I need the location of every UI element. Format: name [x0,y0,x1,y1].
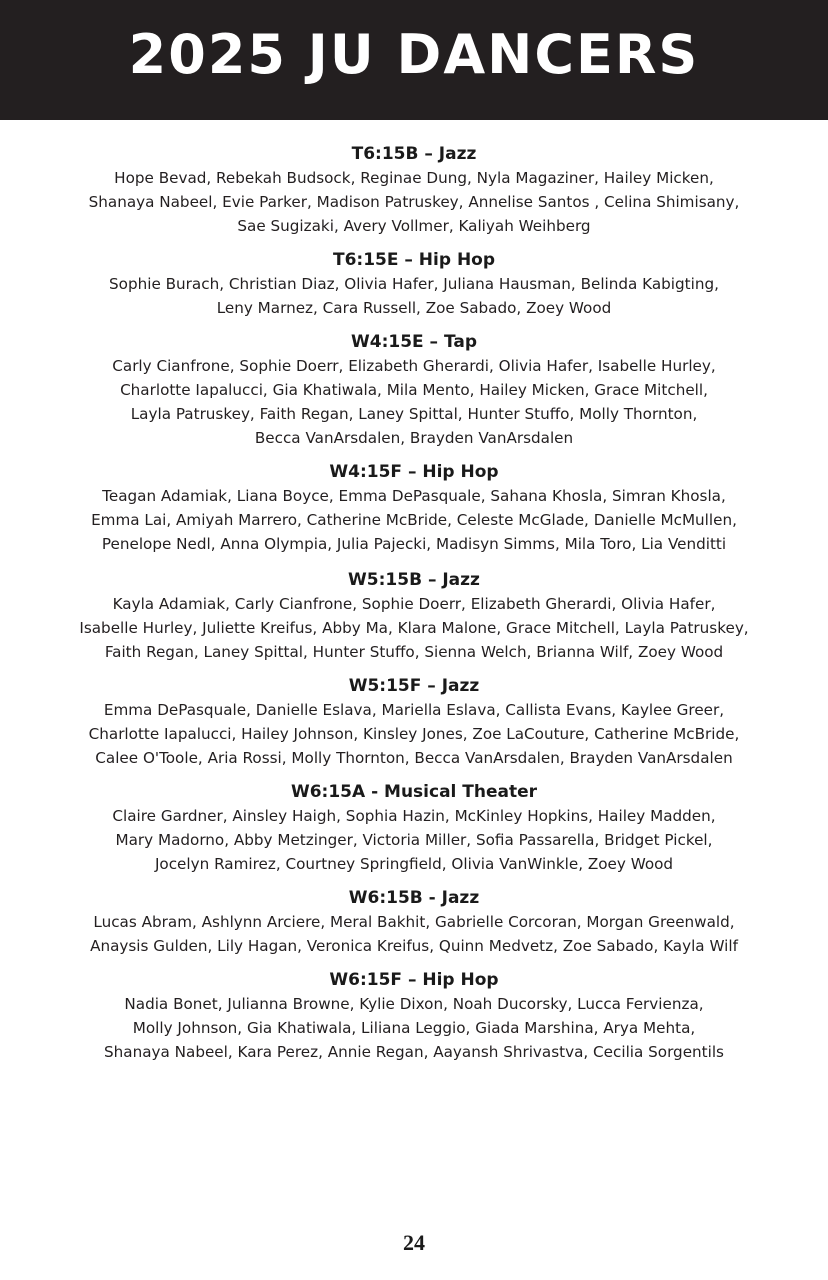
class-heading: W4:15F – Hip Hop [329,462,499,482]
roster-line: Calee O'Toole, Aria Rossi, Molly Thornton, Becca VanArsdalen, Brayden VanArsdalen [95,749,733,767]
class-heading: W4:15E – Tap [350,332,478,352]
dancer-roster [0,354,828,450]
dancer-roster [0,592,828,664]
dancer-roster [0,272,828,320]
dancer-roster [0,910,828,958]
roster-line: Leny Marnez, Cara Russell, Zoe Sabado, Zoey Wood [216,299,612,317]
class-section [0,780,828,876]
class-section [0,968,828,1064]
class-heading: T6:15E – Hip Hop [332,250,496,270]
dancer-roster [0,698,828,770]
page-number: 24 [403,1230,425,1255]
dancer-roster [0,484,828,556]
dancer-roster [0,992,828,1064]
roster-line: Charlotte Iapalucci, Hailey Johnson, Kinsley Jones, Zoe LaCouture, Catherine McBride, [88,725,740,743]
class-section [0,568,828,664]
roster-line: Carly Cianfrone, Sophie Doerr, Elizabeth Gherardi, Olivia Hafer, Isabelle Hurley, [112,357,716,375]
class-heading: W6:15A - Musical Theater [290,782,538,802]
roster-line: Teagan Adamiak, Liana Boyce, Emma DePasquale, Sahana Khosla, Simran Khosla, [102,487,726,505]
roster-line: Shanaya Nabeel, Evie Parker, Madison Patruskey, Annelise Santos , Celina Shimisany, [88,193,740,211]
roster-line: Emma DePasquale, Danielle Eslava, Mariella Eslava, Callista Evans, Kaylee Greer, [103,701,725,719]
roster-line: Becca VanArsdalen, Brayden VanArsdalen [254,429,574,447]
roster-line: Isabelle Hurley, Juliette Kreifus, Abby Ma, Klara Malone, Grace Mitchell, Layla Patruskey, [79,619,749,637]
class-section [0,460,828,556]
roster-line: Sophie Burach, Christian Diaz, Olivia Hafer, Juliana Hausman, Belinda Kabigting, [109,275,719,293]
roster-line: Hope Bevad, Rebekah Budsock, Reginae Dung, Nyla Magaziner, Hailey Micken, [114,169,714,187]
class-section [0,142,828,238]
roster-line: Sae Sugizaki, Avery Vollmer, Kaliyah Weihberg [237,217,591,235]
dancer-roster [0,804,828,876]
roster-line: Anaysis Gulden, Lily Hagan, Veronica Kreifus, Quinn Medvetz, Zoe Sabado, Kayla Wilf [90,937,738,955]
class-heading: W5:15B – Jazz [348,570,480,590]
roster-line: Mary Madorno, Abby Metzinger, Victoria Miller, Sofia Passarella, Bridget Pickel, [115,831,713,849]
class-section [0,886,828,958]
roster-line: Jocelyn Ramirez, Courtney Springfield, Olivia VanWinkle, Zoey Wood [154,855,674,873]
class-heading: W6:15F – Hip Hop [329,970,499,990]
roster-line: Layla Patruskey, Faith Regan, Laney Spittal, Hunter Stuffo, Molly Thornton, [130,405,698,423]
roster-line: Kayla Adamiak, Carly Cianfrone, Sophie Doerr, Elizabeth Gherardi, Olivia Hafer, [112,595,716,613]
class-heading: T6:15B – Jazz [351,144,477,164]
roster-line: Penelope Nedl, Anna Olympia, Julia Pajecki, Madisyn Simms, Mila Toro, Lia Venditti [101,535,727,553]
roster-line: Nadia Bonet, Julianna Browne, Kylie Dixon, Noah Ducorsky, Lucca Fervienza, [124,995,704,1013]
class-section [0,248,828,320]
roster-line: Lucas Abram, Ashlynn Arciere, Meral Bakhit, Gabrielle Corcoran, Morgan Greenwald, [93,913,735,931]
class-roster-list [0,132,828,1064]
page-title: 2025 JU DANCERS [128,22,700,86]
roster-line: Molly Johnson, Gia Khatiwala, Liliana Leggio, Giada Marshina, Arya Mehta, [132,1019,696,1037]
class-section [0,330,828,450]
class-heading: W6:15B - Jazz [348,888,480,908]
roster-line: Shanaya Nabeel, Kara Perez, Annie Regan, Aayansh Shrivastva, Cecilia Sorgentils [104,1043,724,1061]
roster-line: Faith Regan, Laney Spittal, Hunter Stuffo, Sienna Welch, Brianna Wilf, Zoey Wood [104,643,724,661]
header-banner [0,0,828,120]
roster-line: Claire Gardner, Ainsley Haigh, Sophia Hazin, McKinley Hopkins, Hailey Madden, [112,807,716,825]
class-section [0,674,828,770]
roster-line: Emma Lai, Amiyah Marrero, Catherine McBride, Celeste McGlade, Danielle McMullen, [91,511,737,529]
class-heading: W5:15F – Jazz [348,676,480,696]
dancer-roster [0,166,828,238]
roster-line: Charlotte Iapalucci, Gia Khatiwala, Mila Mento, Hailey Micken, Grace Mitchell, [120,381,708,399]
